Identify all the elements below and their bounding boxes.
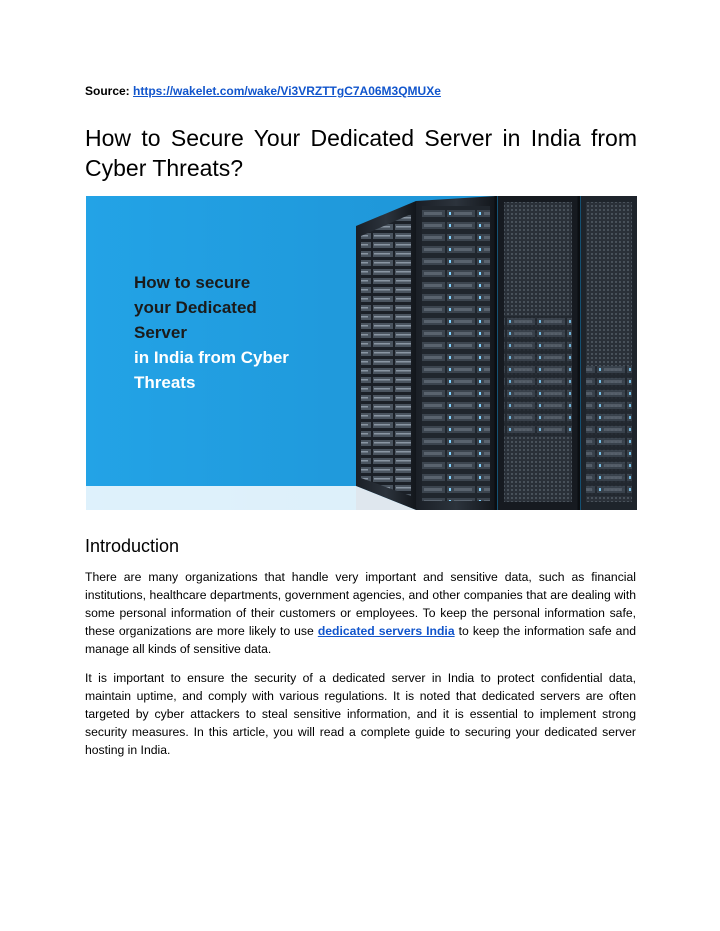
page-title: How to Secure Your Dedicated Server in India from Cyber Threats? [85, 125, 637, 181]
banner-image [86, 196, 637, 510]
banner-line-5: Threats [134, 373, 196, 392]
banner-line-2: your Dedicated [134, 298, 257, 317]
intro-p1-text-before: There are many organizations that handle very important and sensitive data, such as financial institutions, healthcare departments, government agencies, and other companies that are dealing with some personal information of their customers or employees. To keep the personal information safe, these organizations are more likely to use [85, 570, 636, 638]
intro-paragraph-1 [85, 568, 636, 658]
intro-p1-text-after: to keep the information safe and manage all kinds of sensitive data. [85, 624, 637, 656]
intro-paragraph-2: It is important to ensure the security of a dedicated server in India to protect confidential data, maintain uptime, and comply with various regulations. It is noted that dedicated servers are often targeted by cyber attackers to steal sensitive information, and it is essential to implement strong security measures. In this article, you will read a complete guide to securing your dedicated server hosting in India. [85, 671, 636, 757]
source-link[interactable]: https://wakelet.com/wake/Vi3VRZTTgC7A06M3QMUXe [133, 84, 441, 98]
source-line [85, 84, 441, 98]
banner-line-4: in India from Cyber [134, 348, 289, 367]
banner-caption [134, 270, 289, 395]
banner-line-1: How to secure [134, 273, 251, 292]
source-label: Source: [85, 84, 130, 98]
banner-line-3: Server [134, 323, 187, 342]
introduction-heading: Introduction [85, 536, 180, 556]
dedicated-servers-link[interactable]: dedicated servers India [317, 624, 455, 638]
